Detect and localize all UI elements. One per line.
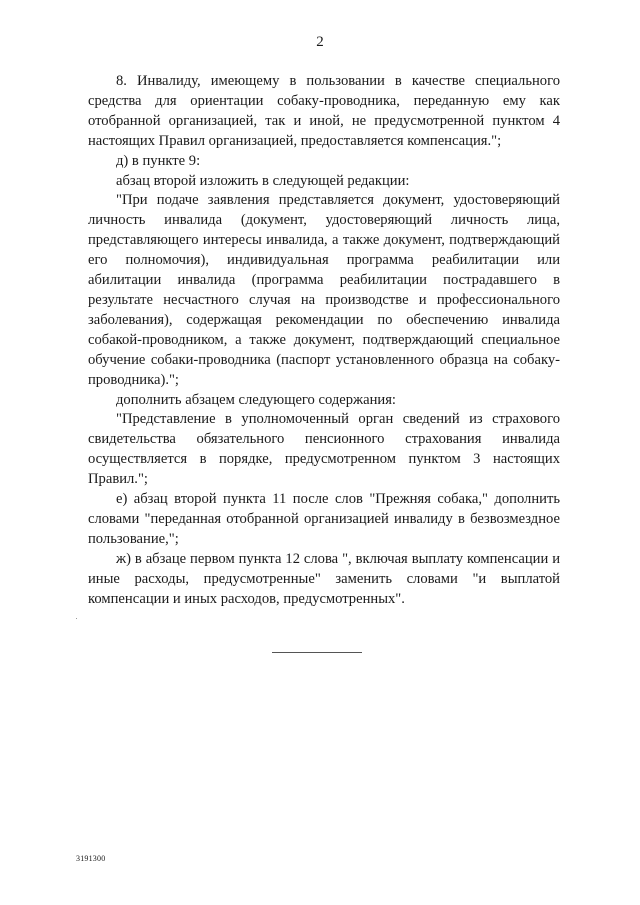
paragraph-addition-instruction: дополнить абзацем следующего содержания:: [116, 391, 396, 408]
paragraph-subitem-zh: ж) в абзаце первом пункта 12 слова ", включая выплату компенсации и иные расходы, предусмотренные" заменить словами "и выплатой компенсации и иных расходов, предусмотренных".: [88, 550, 560, 607]
paragraph-subitem-d: д) в пункте 9:: [116, 152, 201, 169]
paragraph-subitem-e: е) абзац второй пункта 11 после слов "Прежняя собака," дополнить словами "переданная отобранной организацией инвалиду в безвозмездное пользование,";: [88, 491, 560, 547]
scan-artifact: [76, 618, 77, 619]
paragraph-item-8: 8. Инвалиду, имеющему в пользовании в качестве специального средства для ориентации собаку-проводника, переданную ему как отобранной организацией, так и иной, не предусмотренной пунктом 4 настоящих Правил организацией, предоставляется компенсация.";: [88, 73, 560, 149]
paragraph-quoted-text: "При подаче заявления представляется документ, удостоверяющий личность инвалида (документ, удостоверяющий личность лица, представляющего интересы инвалида, а также документ, подтверждающий его полномочия), индивидуальная программа реабилитации или абилитации инвалида (программа реабилитации пострадавшего в результате несчастного случая на производстве и профессионального заболевания), содержащая рекомендации по обеспечению инвалида собакой-проводником, а также документ, подтверждающий специальное обучение собаки-проводника (паспорт установленного образца на собаку-проводника).";: [88, 192, 560, 388]
page-number: 2: [316, 34, 324, 50]
paragraph-instruction: абзац второй изложить в следующей редакции:: [116, 172, 410, 189]
document-body: [88, 72, 560, 609]
paragraph-quoted-addition: "Представление в уполномоченный орган сведений из страхового свидетельства обязательного пенсионного страхования инвалида осуществляется в порядке, предусмотренном пунктом 3 настоящих Правил.";: [88, 411, 560, 488]
end-divider-line: [272, 652, 362, 653]
footer-document-code: 3191300: [76, 854, 106, 863]
